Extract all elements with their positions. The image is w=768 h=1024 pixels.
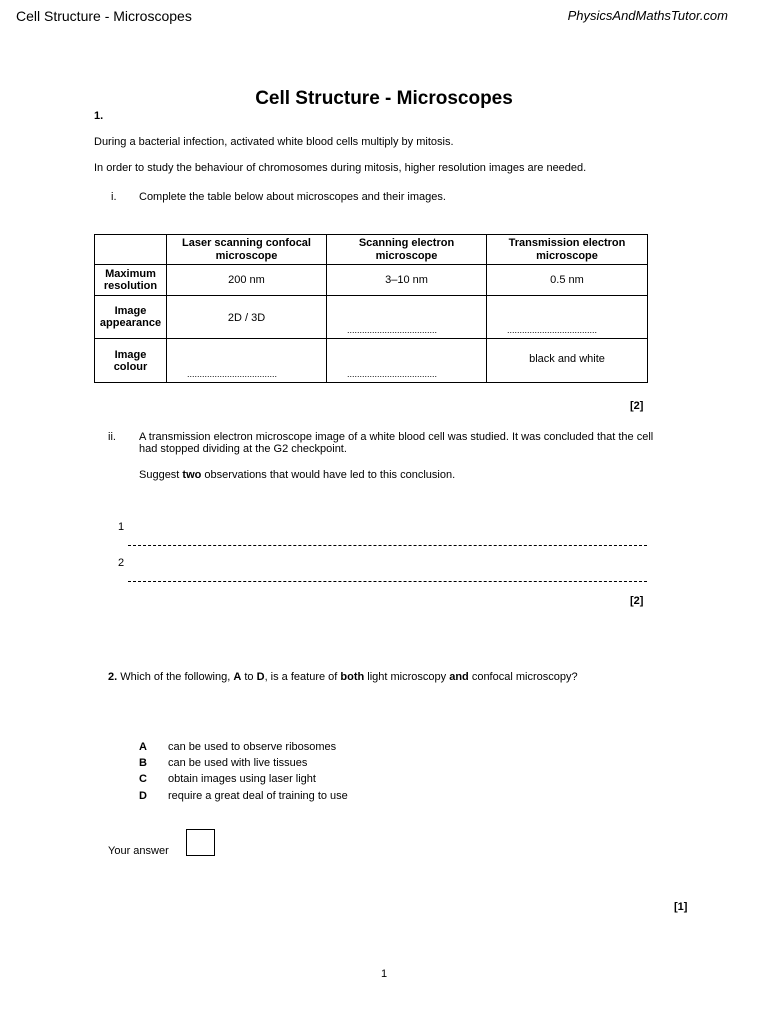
table-row: [95, 339, 648, 383]
q2-text: to: [241, 671, 257, 683]
option-b-text: can be used with live tissues: [168, 757, 308, 769]
table-header-tem: Transmission electron microscope: [487, 235, 648, 265]
option-d-text: require a great deal of training to use: [168, 790, 348, 802]
answer-blank-cell[interactable]: [487, 296, 648, 339]
question-2-marks: [1]: [674, 901, 688, 913]
row-label-appearance: Image appearance: [95, 296, 167, 339]
q2-text: Which of the following,: [117, 671, 234, 683]
cell-value: 2D / 3D: [167, 296, 327, 339]
option-d-letter: D: [139, 790, 147, 802]
cell-value: 0.5 nm: [487, 265, 648, 296]
answer-dotted-line: ....................................: [187, 369, 278, 379]
answer-blank-cell[interactable]: [327, 296, 487, 339]
table-header-laser: Laser scanning confocal microscope: [167, 235, 327, 265]
cell-value: 3–10 nm: [327, 265, 487, 296]
answer-box[interactable]: [186, 829, 215, 856]
q2-bold: A: [233, 671, 242, 683]
table-header-sem: Scanning electron microscope: [327, 235, 487, 265]
answer-dotted-line: ....................................: [507, 325, 598, 335]
suggest-bold: two: [182, 469, 202, 481]
answer-line-2[interactable]: [128, 581, 647, 582]
microscopes-table: [94, 234, 648, 383]
question-1-intro-2: In order to study the behaviour of chromosomes during mitosis, higher resolution images are needed.: [94, 162, 587, 174]
part-ii-suggest: [139, 469, 455, 481]
part-i-label: i.: [111, 191, 117, 203]
answer-dotted-line: ....................................: [347, 369, 438, 379]
option-a-text: can be used to observe ribosomes: [168, 741, 337, 753]
part-ii-marks: [2]: [630, 595, 644, 607]
q2-bold: both: [340, 671, 365, 683]
answer-blank-cell[interactable]: [167, 339, 327, 383]
question-1-intro-1: During a bacterial infection, activated white blood cells multiply by mitosis.: [94, 136, 454, 148]
option-c-letter: C: [139, 773, 147, 785]
q2-text: light microscopy: [364, 671, 450, 683]
q2-text: , is a feature of: [264, 671, 341, 683]
q2-text: confocal microscopy?: [468, 671, 578, 683]
question-2-number: 2.: [108, 671, 118, 683]
option-a-letter: A: [139, 741, 147, 753]
answer-dotted-line: ....................................: [347, 325, 438, 335]
header-site-name: PhysicsAndMathsTutor.com: [567, 8, 728, 23]
cell-value: 200 nm: [167, 265, 327, 296]
table-corner-cell: [95, 235, 167, 265]
answer-blank-cell[interactable]: [327, 339, 487, 383]
answer-number-2: 2: [118, 557, 125, 569]
cell-value: black and white: [487, 339, 648, 383]
table-row: [95, 296, 648, 339]
your-answer-label: Your answer: [108, 845, 169, 857]
page-number: 1: [380, 968, 388, 980]
table-row: [95, 265, 648, 296]
answer-number-1: 1: [118, 521, 125, 533]
part-i-text: Complete the table below about microscopes and their images.: [139, 191, 446, 203]
row-label-colour: Image colour: [95, 339, 167, 383]
part-i-marks: [2]: [630, 400, 644, 412]
header-left-title: Cell Structure - Microscopes: [16, 8, 192, 24]
suggest-text: Suggest: [139, 469, 183, 481]
option-b-letter: B: [139, 757, 147, 769]
answer-line-1[interactable]: [128, 545, 647, 546]
row-label-resolution: Maximum resolution: [95, 265, 167, 296]
suggest-text: observations that would have led to this conclusion.: [201, 469, 456, 481]
page-title: Cell Structure - Microscopes: [255, 88, 513, 109]
part-ii-text: A transmission electron microscope image of a white blood cell was studied. It was concluded that the cell had stopped dividing at the G2 checkpoint.: [139, 431, 654, 455]
part-ii-label: ii.: [108, 431, 116, 443]
question-1-number: 1.: [94, 110, 104, 122]
q2-bold: and: [449, 671, 469, 683]
option-c-text: obtain images using laser light: [168, 773, 316, 785]
question-2-text: [108, 671, 578, 683]
q2-bold: D: [256, 671, 265, 683]
